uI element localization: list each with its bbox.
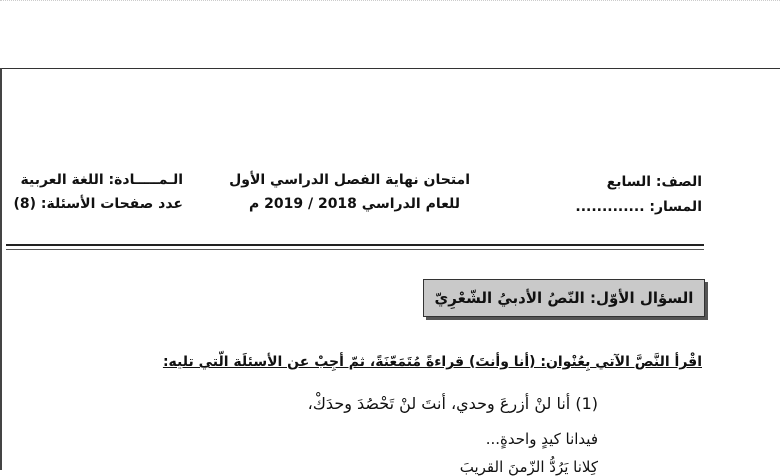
reading-instruction: اقْرأ النَّصَّ الآتي بِعُنْوان: (أنا وأنتَ) قراءةً مُتَمَعّنَةً، ثمّ أجِبْ عن الأسئلَة الّتي تليه: bbox=[162, 354, 702, 370]
track-label: المسار: ............. bbox=[575, 199, 702, 215]
academic-year: للعام الدراسي 2018 / 2019 م bbox=[248, 196, 460, 212]
poem-line: فيدانا كيدٍ واحدةٍ... bbox=[485, 430, 598, 448]
grade-label: الصف: السابع bbox=[606, 174, 702, 190]
poem-line: (1) أنا لنْ أزرعَ وحدي، أنتَ لنْ تَحْصُدَ وحدَكْ، bbox=[307, 394, 598, 413]
page-border bbox=[0, 68, 2, 470]
section-title: السؤال الأوّل: النّصُ الأدبيُ الشّعْرِيّ bbox=[434, 289, 694, 307]
scan-edge bbox=[0, 0, 780, 11]
poem-line: كِلانا يَرُدُّ الزّمنَ القريبَ bbox=[459, 458, 598, 476]
header-divider-secondary bbox=[6, 249, 704, 250]
subject-label: الـمـــــادة: اللغة العربية bbox=[20, 172, 183, 188]
exam-title: امتحان نهاية الفصل الدراسي الأول bbox=[229, 172, 470, 188]
section-title-box bbox=[423, 279, 705, 317]
header-divider bbox=[6, 244, 704, 246]
pages-count-label: عدد صفحات الأسئلة: (8) bbox=[13, 196, 183, 212]
